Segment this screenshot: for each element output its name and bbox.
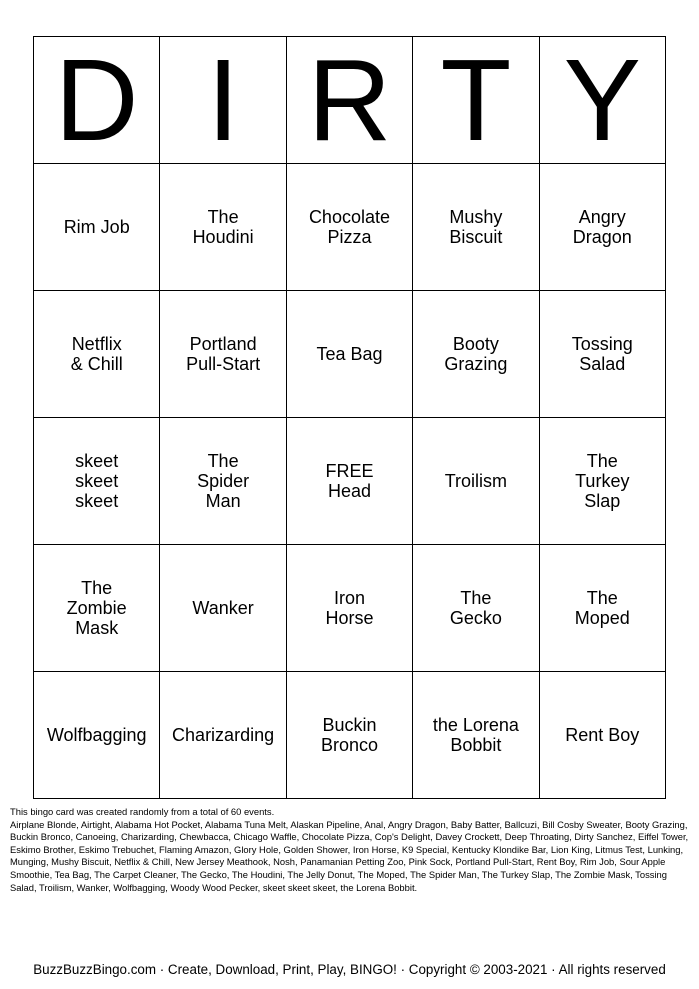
bingo-cell: The Turkey Slap (539, 418, 665, 545)
header-row (34, 37, 666, 164)
bingo-cell: The Houdini (160, 164, 286, 291)
bingo-cell: Netflix & Chill (34, 291, 160, 418)
bingo-row (34, 418, 666, 545)
bingo-cell: Buckin Bronco (286, 672, 412, 799)
bingo-cell: the Lorena Bobbit (413, 672, 539, 799)
bingo-cell: Rim Job (34, 164, 160, 291)
bingo-cell: Tea Bag (286, 291, 412, 418)
bingo-cell: Rent Boy (539, 672, 665, 799)
bingo-cell: The Moped (539, 545, 665, 672)
footer-copyright: BuzzBuzzBingo.com · Create, Download, Print, Play, BINGO! · Copyright © 2003-2021 · All rights reserved (33, 962, 666, 977)
notes-intro: This bingo card was created randomly from a total of 60 events. (10, 806, 275, 817)
bingo-cell: Iron Horse (286, 545, 412, 672)
bingo-cell: Tossing Salad (539, 291, 665, 418)
bingo-cell: Booty Grazing (413, 291, 539, 418)
header-letter: T (413, 37, 539, 164)
bingo-cell: The Spider Man (160, 418, 286, 545)
bingo-cell: skeet skeet skeet (34, 418, 160, 545)
bingo-cell: The Zombie Mask (34, 545, 160, 672)
bingo-cell: Wanker (160, 545, 286, 672)
bingo-row (34, 545, 666, 672)
bingo-cell: The Gecko (413, 545, 539, 672)
bingo-row (34, 291, 666, 418)
bingo-row (34, 672, 666, 799)
bingo-cell-free: FREE Head (286, 418, 412, 545)
bingo-cell: Mushy Biscuit (413, 164, 539, 291)
card-notes (10, 806, 692, 894)
bingo-cell: Portland Pull-Start (160, 291, 286, 418)
bingo-cell: Charizarding (160, 672, 286, 799)
bingo-row (34, 164, 666, 291)
header-letter: D (34, 37, 160, 164)
header-letter: Y (539, 37, 665, 164)
bingo-cell: Troilism (413, 418, 539, 545)
bingo-cell: Chocolate Pizza (286, 164, 412, 291)
header-letter: R (286, 37, 412, 164)
bingo-cell: Angry Dragon (539, 164, 665, 291)
notes-event-list: Airplane Blonde, Airtight, Alabama Hot Pocket, Alabama Tuna Melt, Alaskan Pipeline, Anal, Angry Dragon, Baby Batter, Ballcuzi, Bill Cosby Sweater, Booty Grazing, Buckin Bronco, Canoeing, Charizarding, Chewbacca, Chicago Waffle, Chocolate Pizza, Cop's Delight, Davey Crockett, Deep Throating, Dirty Sanchez, Eiffel Tower, Eskimo Brother, Eskimo Trebuchet, Flaming Amazon, Glory Hole, Golden Shower, Iron Horse, K9 Special, Kentucky Klondike Bar, Lion King, Litmus Test, Lunking, Munging, Mushy Biscuit, Netflix & Chill, New Jersey Meathook, Nosh, Panamanian Petting Zoo, Pink Sock, Portland Pull-Start, Rent Boy, Rim Job, Sour Apple Smoothie, Tea Bag, The Carpet Cleaner, The Gecko, The Houdini, The Jelly Donut, The Moped, The Spider Man, The Turkey Slap, The Zombie Mask, Tossing Salad, Troilism, Wanker, Wolfbagging, Woody Wood Pecker, skeet skeet skeet, the Lorena Bobbit. (10, 818, 689, 893)
bingo-cell: Wolfbagging (34, 672, 160, 799)
bingo-card (33, 36, 666, 799)
header-letter: I (160, 37, 286, 164)
